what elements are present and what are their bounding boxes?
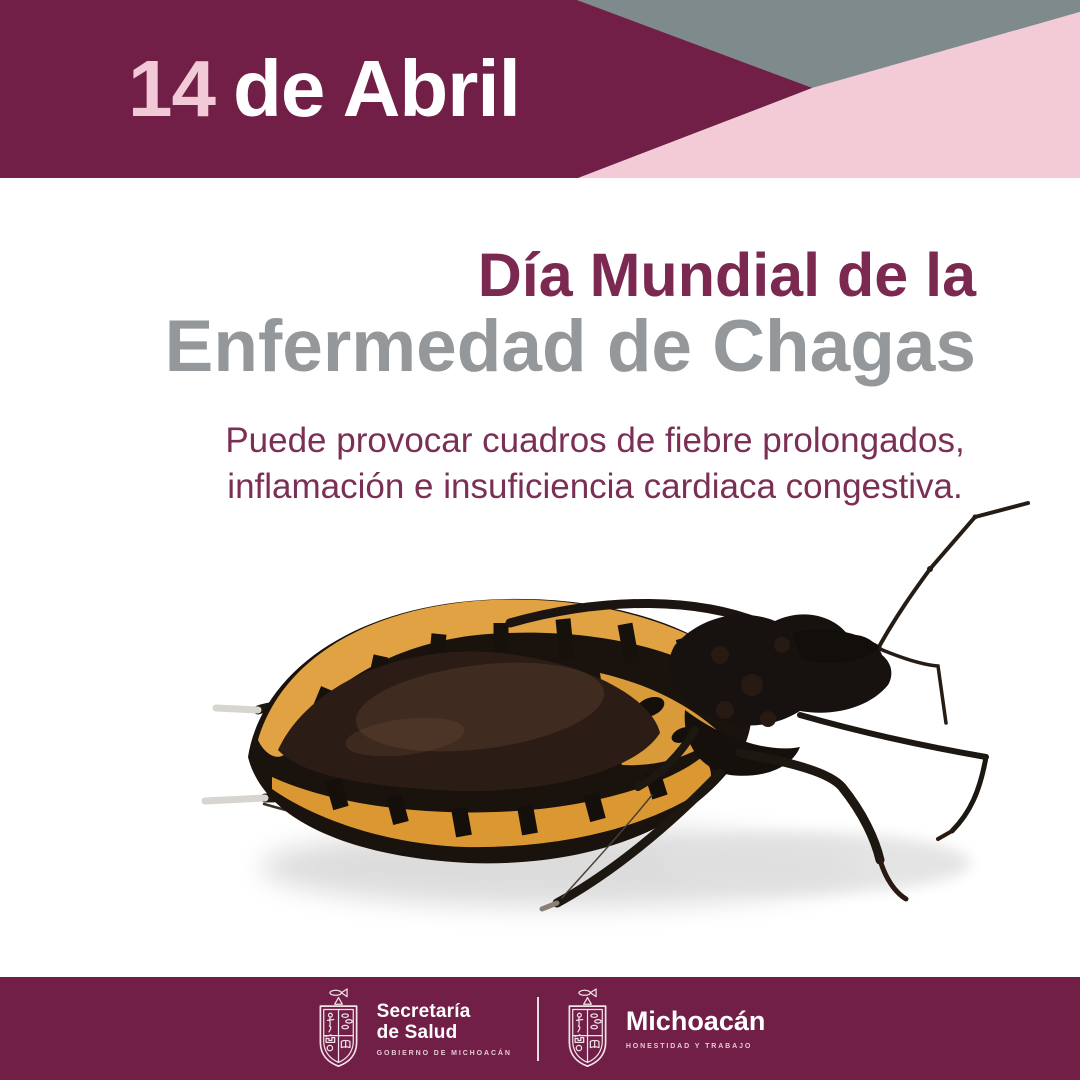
description-line-2: inflamación e insuficiencia cardiaca congestiva. — [227, 467, 963, 506]
secretaria-subtitle: GOBIERNO DE MICHOACÁN — [376, 1049, 512, 1057]
title-line-2: Enfermedad de Chagas — [164, 306, 976, 387]
michoacan-subtitle: HONESTIDAD Y TRABAJO — [625, 1043, 753, 1050]
secretaria-salud-logo — [315, 988, 512, 1070]
secretaria-line-2: de Salud — [376, 1021, 458, 1043]
date-text: de Abril — [232, 44, 520, 133]
kissing-bug-image — [180, 495, 1040, 965]
description-line-1: Puede provocar cuadros de fiebre prolongados, — [225, 421, 965, 460]
bug-antennae — [880, 503, 1028, 723]
logo-divider — [537, 997, 539, 1061]
secretaria-salud-text — [377, 1001, 512, 1057]
footer-bar — [0, 977, 1080, 1080]
michoacan-coat-of-arms-icon — [564, 988, 611, 1070]
bug-body — [248, 599, 752, 863]
poster-title — [0, 243, 976, 387]
michoacan-text — [626, 1007, 766, 1050]
date-heading — [128, 44, 520, 134]
secretaria-line-1: Secretaría — [376, 1000, 471, 1022]
header-banner — [0, 0, 1080, 178]
michoacan-title: Michoacán — [625, 1006, 766, 1036]
title-line-1: Día Mundial de la — [477, 241, 976, 309]
michoacan-logo — [564, 988, 766, 1070]
date-number: 14 — [128, 44, 215, 133]
bug-head-thorax — [669, 614, 891, 775]
michoacan-coat-of-arms-icon — [315, 988, 362, 1070]
